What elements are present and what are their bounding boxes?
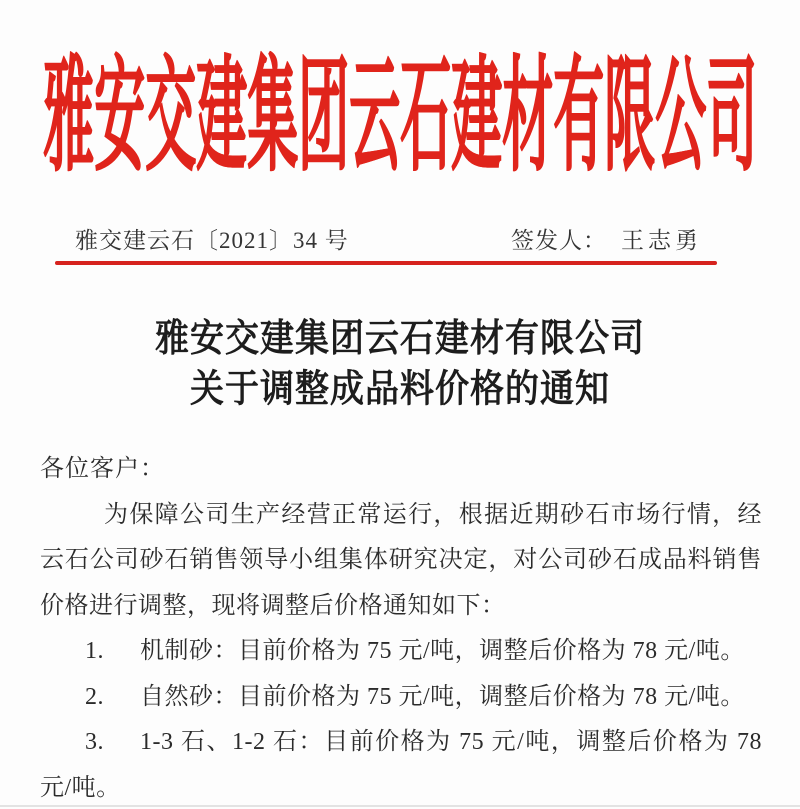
price-item-1 [40, 629, 762, 675]
doc-info-row [75, 220, 702, 256]
red-divider-rule [55, 261, 717, 265]
body-paragraph: 为保障公司生产经营正常运行，根据近期砂石市场行情，经云石公司砂石销售领导小组集体研究决定，对公司砂石成品料销售价格进行调整，现将调整后价格通知如下： [40, 501, 762, 619]
item-number: 2. [85, 683, 104, 710]
item-number: 3. [85, 729, 104, 755]
document-number: 雅交建云石〔2021〕34 号 [75, 227, 349, 253]
item-text: 自然砂：目前价格为 75 元/吨，调整后价格为 78 元/吨。 [140, 683, 745, 710]
issuer-label: 签发人： [511, 227, 607, 253]
red-masthead [0, 22, 800, 188]
item-text: 1-3 石、1-2 石：目前价格为 75 元/吨，调整后价格为 78 元/吨。 [40, 729, 762, 801]
item-text: 机制砂：目前价格为 75 元/吨，调整后价格为 78 元/吨。 [140, 638, 745, 664]
document-title-line1: 雅安交建集团云石建材有限公司 [155, 318, 645, 360]
scan-bottom-edge [0, 805, 800, 807]
salutation: 各位客户： [40, 456, 165, 482]
item-number: 1. [85, 638, 104, 664]
price-item-2 [40, 675, 762, 721]
issuer-name: 王志勇 [621, 227, 702, 253]
issuer [511, 222, 702, 255]
company-name-header: 雅安交建集团云石建材有限公司 [42, 51, 757, 189]
price-item-3 [40, 720, 762, 809]
document-title-line2: 关于调整成品料价格的通知 [190, 368, 610, 411]
document-title [0, 314, 800, 415]
document-body [40, 447, 762, 809]
